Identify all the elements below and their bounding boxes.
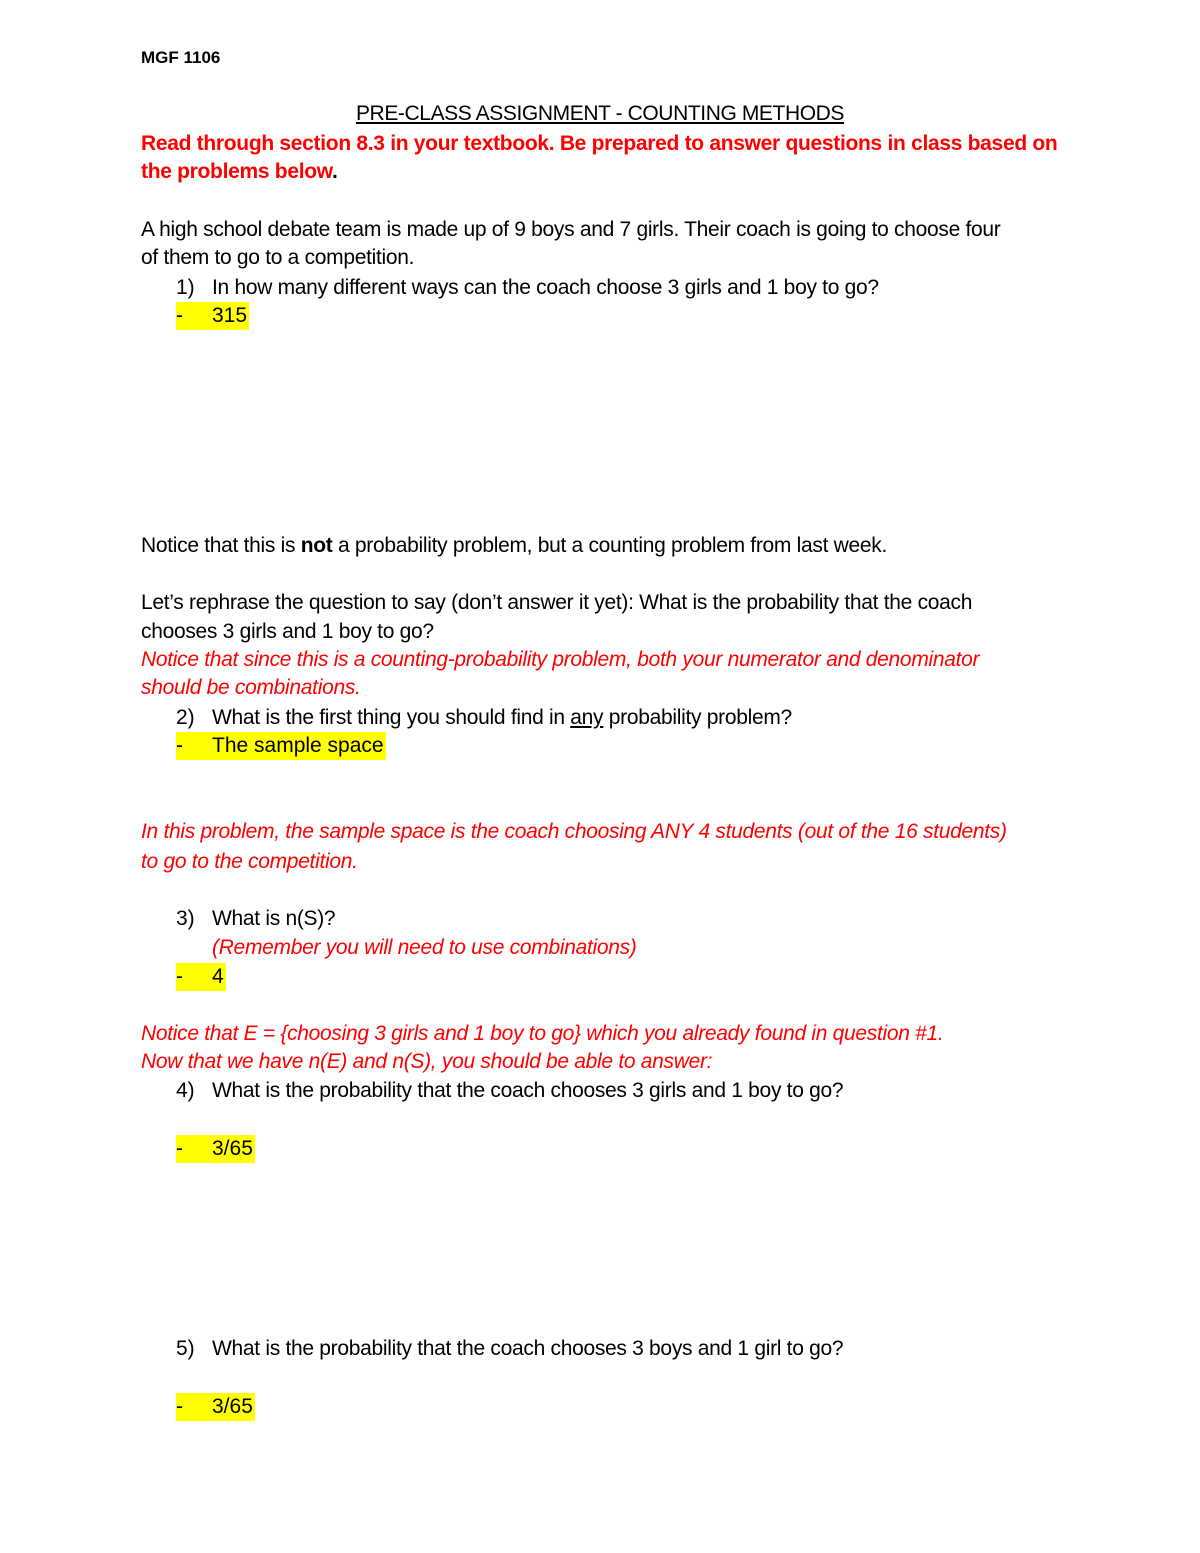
question-3-hint: (Remember you will need to use combinations): [212, 936, 637, 959]
page-title: PRE-CLASS ASSIGNMENT - COUNTING METHODS: [355, 102, 845, 125]
intro-line-2: of them to go to a competition.: [141, 246, 415, 269]
question-3-answer: [176, 963, 226, 991]
notice-1-before: Notice that this is: [141, 534, 301, 557]
sample-space-note-line-1: In this problem, the sample space is the coach choosing ANY 4 students (out of the 16 students): [141, 820, 1007, 843]
notice-1-after: a probability problem, but a counting problem from last week.: [332, 534, 888, 557]
answer-5-dash: -: [176, 1395, 183, 1418]
question-1-text: In how many different ways can the coach choose 3 girls and 1 boy to go?: [212, 276, 879, 299]
notice-combinations-line-1: Notice that since this is a counting-probability problem, both your numerator and denominator: [141, 648, 980, 671]
question-5-text: What is the probability that the coach chooses 3 boys and 1 girl to go?: [212, 1337, 844, 1360]
answer-4-value: 3/65: [212, 1137, 253, 1160]
intro-line-1: A high school debate team is made up of 9 boys and 7 girls. Their coach is going to choose four: [141, 218, 1001, 241]
answer-2-dash: -: [176, 734, 183, 757]
sample-space-note-line-2: to go to the competition.: [141, 850, 358, 873]
question-2-number: 2): [176, 706, 195, 729]
question-1-number: 1): [176, 276, 195, 299]
answer-5-value: 3/65: [212, 1395, 253, 1418]
notice-event-line-2: Now that we have n(E) and n(S), you should be able to answer:: [141, 1050, 713, 1073]
question-2-text: [212, 704, 792, 732]
question-3-text: What is n(S)?: [212, 907, 336, 930]
question-2-text-after: probability problem?: [603, 706, 792, 729]
instructions-period: .: [332, 160, 338, 183]
course-header: MGF 1106: [141, 48, 221, 67]
question-2-answer: [176, 732, 386, 760]
instructions-line-2: [141, 158, 338, 186]
question-4-text: What is the probability that the coach chooses 3 girls and 1 boy to go?: [212, 1079, 844, 1102]
instructions-line-1: Read through section 8.3 in your textbook. Be prepared to answer questions in class based on: [141, 132, 1058, 155]
question-3-number: 3): [176, 907, 195, 930]
question-4-number: 4): [176, 1079, 195, 1102]
question-5-answer: [176, 1393, 255, 1421]
question-1-answer: [176, 302, 249, 330]
question-2-text-before: What is the first thing you should find in: [212, 706, 571, 729]
question-4-answer: [176, 1135, 255, 1163]
question-2-underlined: any: [570, 706, 604, 729]
notice-1-emphasis: not: [300, 534, 333, 557]
rephrase-line-1: Let’s rephrase the question to say (don’t answer it yet): What is the probability that the coach: [141, 591, 973, 614]
notice-not-probability: [141, 532, 887, 560]
rephrase-line-2: chooses 3 girls and 1 boy to go?: [141, 620, 434, 643]
answer-4-dash: -: [176, 1137, 183, 1160]
notice-event-line-1: Notice that E = {choosing 3 girls and 1 boy to go} which you already found in question #1.: [141, 1022, 944, 1045]
answer-3-dash: -: [176, 965, 183, 988]
question-5-number: 5): [176, 1337, 195, 1360]
instructions-line-2-text: the problems below: [141, 160, 333, 183]
answer-1-value: 315: [212, 304, 248, 327]
answer-2-value: The sample space: [212, 734, 384, 757]
answer-1-dash: -: [176, 304, 183, 327]
notice-combinations-line-2: should be combinations.: [141, 676, 361, 699]
answer-3-value: 4: [212, 965, 224, 988]
